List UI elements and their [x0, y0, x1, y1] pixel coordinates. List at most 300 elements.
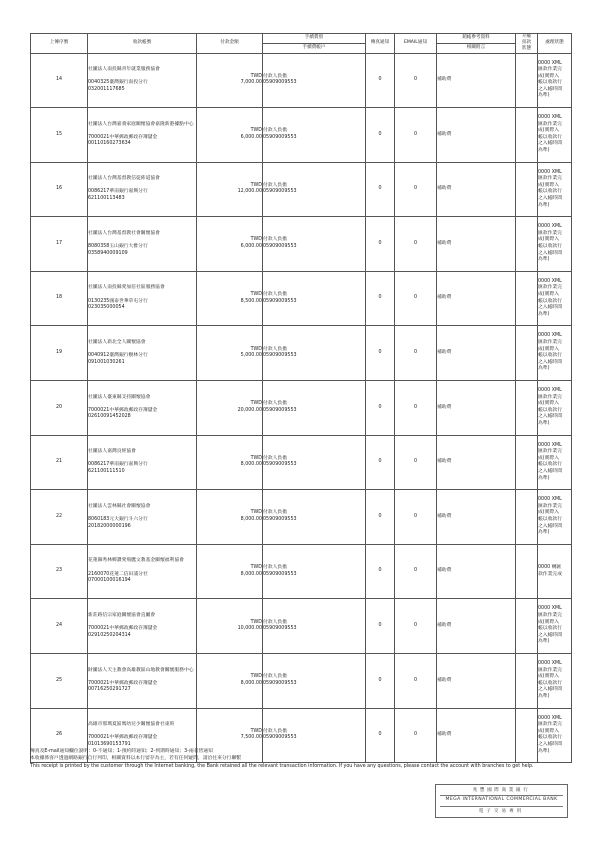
- amount-currency: TWD: [250, 128, 262, 134]
- row-status: [538, 544, 572, 599]
- payee-account: 091001030261: [88, 359, 125, 365]
- table-row: [31, 53, 572, 108]
- row-memo: 補助費: [437, 381, 516, 436]
- row-payee: [88, 162, 197, 217]
- row-payee: [88, 381, 197, 436]
- row-payee: [88, 108, 197, 163]
- header-seq: 上傳序號: [31, 34, 88, 54]
- row-seq: 19: [31, 326, 88, 381]
- payee-bank: 0086217華南銀行嘉興分行: [88, 462, 148, 468]
- amount-currency: TWD: [250, 182, 262, 188]
- row-upgrade: [516, 599, 538, 654]
- row-payee: [88, 435, 197, 490]
- row-seq: 21: [31, 435, 88, 490]
- fee-type: 付款人負擔: [263, 128, 287, 134]
- fee-type: 付款人負擔: [263, 182, 287, 188]
- row-upgrade: [516, 490, 538, 545]
- payee-name: 社團法人台灣嘉義家庭關懷協會嘉隆新港據點中心: [88, 121, 194, 127]
- row-upgrade: [516, 544, 538, 599]
- amount-value: 12,000.00: [237, 189, 262, 195]
- header-amount: 付款金額: [197, 34, 263, 54]
- row-status: [538, 108, 572, 163]
- stamp-purpose: 電子交易專用: [478, 809, 525, 814]
- row-status: [538, 217, 572, 272]
- row-fax: 0: [366, 271, 395, 326]
- payee-account: 032001117685: [88, 86, 125, 92]
- row-email: 0: [395, 599, 437, 654]
- header-status: 處理狀態: [538, 34, 572, 54]
- row-seq: 23: [31, 544, 88, 599]
- status-line: 0000 XML: [538, 169, 562, 175]
- row-payee: [88, 544, 197, 599]
- fee-account: 05909009553: [263, 626, 297, 632]
- row-status: [538, 599, 572, 654]
- status-line: 為準): [538, 475, 550, 481]
- status-line: 成(實際入: [538, 455, 560, 461]
- row-fax: 0: [366, 490, 395, 545]
- row-fee: [263, 271, 366, 326]
- status-line: 0000 XML: [538, 115, 562, 121]
- row-upgrade: [516, 326, 538, 381]
- row-fax: 0: [366, 654, 395, 709]
- status-line: 為準): [538, 748, 550, 754]
- payee-name: 社團法人南投縣愛加倍社區服務協會: [88, 285, 165, 291]
- status-line: 0000 XML: [538, 661, 562, 667]
- status-line: 款作業完成: [538, 571, 562, 577]
- receipt-note-en: This receipt is printed by the customer through the Internet banking, the Bank retained all the relevant transaction information. If you have any questions, please contact the account with branches to get help.: [30, 763, 534, 769]
- row-email: 0: [395, 217, 437, 272]
- row-email: 0: [395, 708, 437, 763]
- status-line: 為準): [538, 311, 550, 317]
- fee-type: 付款人負擔: [263, 73, 287, 79]
- payee-account: 0358940009109: [88, 250, 128, 256]
- row-memo: 補助費: [437, 108, 516, 163]
- row-email: 0: [395, 544, 437, 599]
- payee-account: 00110160273634: [88, 141, 131, 147]
- header-upgrade: 升級 扣款 狀態: [516, 34, 538, 54]
- row-payee: [88, 326, 197, 381]
- row-payee: [88, 654, 197, 709]
- header-memo: 相關附言: [437, 43, 516, 53]
- amount-value: 5,000.00: [240, 353, 262, 359]
- payee-account: 00716250291727: [88, 687, 131, 693]
- status-line: 成(實際入: [538, 182, 560, 188]
- row-seq: 25: [31, 654, 88, 709]
- payee-account: 02610091452028: [88, 414, 131, 420]
- row-fee: [263, 108, 366, 163]
- table-row: [31, 544, 572, 599]
- payee-name: 社團法人臺東縣支持關懷協會: [88, 394, 151, 400]
- payee-name: 新莊路信宗家庭關懷協會直屬會: [88, 613, 156, 619]
- payee-bank: 7000021中華郵政郵政存簿儲金: [88, 626, 158, 632]
- status-line: 帳以收款行: [538, 680, 562, 686]
- status-line: 之入帳時間: [538, 414, 562, 420]
- payee-bank: 8080358玉山銀行大雅分行: [88, 244, 148, 250]
- payee-bank: 8060183元大銀行斗六分行: [88, 517, 148, 523]
- payee-bank: 7000021中華郵政郵政存簿儲金: [88, 134, 158, 140]
- status-line: 為準): [538, 93, 550, 99]
- payee-account: 621100111510: [88, 469, 125, 475]
- row-email: 0: [395, 271, 437, 326]
- row-fee: [263, 162, 366, 217]
- payee-bank: 0086217華南銀行嘉興分行: [88, 189, 148, 195]
- status-line: 帳以收款行: [538, 407, 562, 413]
- status-line: 匯款作業完: [538, 121, 562, 127]
- status-line: 0000 XML: [538, 497, 562, 503]
- payee-bank: 7000021中華郵政郵政存簿儲金: [88, 407, 158, 413]
- row-amount: [197, 271, 263, 326]
- status-line: 為準): [538, 421, 550, 427]
- fee-account: 05909009553: [263, 462, 297, 468]
- status-line: 之入帳時間: [538, 305, 562, 311]
- status-line: 帳以收款行: [538, 244, 562, 250]
- table-row: [31, 162, 572, 217]
- status-line: 匯款作業完: [538, 340, 562, 346]
- amount-currency: TWD: [250, 674, 262, 680]
- status-line: 為準): [538, 694, 550, 700]
- row-seq: 15: [31, 108, 88, 163]
- row-payee: [88, 53, 197, 108]
- amount-value: 8,500.00: [240, 298, 262, 304]
- fee-account: 05909009553: [263, 134, 297, 140]
- payee-bank: 2160070花蓮二信田浦分社: [88, 571, 148, 577]
- row-fee: [263, 326, 366, 381]
- stamp-bank-name-zh: 兆豐國際商業銀行: [472, 788, 531, 793]
- row-email: 0: [395, 490, 437, 545]
- row-amount: [197, 162, 263, 217]
- status-line: 之入帳時間: [538, 86, 562, 92]
- row-fee: [263, 53, 366, 108]
- status-line: 之入帳時間: [538, 523, 562, 529]
- row-amount: [197, 53, 263, 108]
- row-status: [538, 435, 572, 490]
- status-line: 為準): [538, 366, 550, 372]
- status-line: 之入帳時間: [538, 141, 562, 147]
- status-line: 之入帳時間: [538, 359, 562, 365]
- table-row: [31, 217, 572, 272]
- payee-account: 07000100016194: [88, 578, 131, 584]
- amount-currency: TWD: [250, 455, 262, 461]
- amount-currency: TWD: [250, 728, 262, 734]
- notify-legend: 傳真及E-mail通知欄位說明：0-不通知；1-預約時通知；2-到期時通知；3-兩者皆通知: [30, 749, 213, 754]
- row-memo: 補助費: [437, 490, 516, 545]
- header-memo-ref: 銷帳參考資料: [437, 34, 516, 44]
- fee-account: 05909009553: [263, 189, 297, 195]
- remittance-table: [30, 33, 572, 763]
- footer-notes: [30, 748, 571, 770]
- row-status: [538, 326, 572, 381]
- row-upgrade: [516, 108, 538, 163]
- row-memo: 補助費: [437, 544, 516, 599]
- fee-account: 05909009553: [263, 735, 297, 741]
- row-memo: 補助費: [437, 53, 516, 108]
- payee-bank: 0130235國泰世華草屯分行: [88, 298, 148, 304]
- row-memo: 補助費: [437, 326, 516, 381]
- table-row: [31, 654, 572, 709]
- status-line: 為準): [538, 530, 550, 536]
- row-seq: 20: [31, 381, 88, 436]
- status-line: 帳以收款行: [538, 134, 562, 140]
- header-fax: 傳真通知: [366, 34, 395, 54]
- row-email: 0: [395, 654, 437, 709]
- row-payee: [88, 271, 197, 326]
- amount-value: 10,000.00: [237, 626, 262, 632]
- status-line: 匯款作業完: [538, 176, 562, 182]
- status-line: 匯款作業完: [538, 503, 562, 509]
- status-line: 成(實際入: [538, 346, 560, 352]
- table-row: [31, 326, 572, 381]
- fee-account: 05909009553: [263, 244, 297, 250]
- status-line: 匯款作業完: [538, 285, 562, 291]
- status-line: 0000 XML: [538, 224, 562, 230]
- row-fax: 0: [366, 599, 395, 654]
- payee-name: 社團法人台灣基督教信徒佈道協會: [88, 176, 160, 182]
- payee-account: 01013690153791: [88, 742, 131, 748]
- payee-bank: 7000021中華郵政郵政存簿儲金: [88, 735, 158, 741]
- fee-account: 05909009553: [263, 680, 297, 686]
- row-fax: 0: [366, 53, 395, 108]
- payee-name: 社團法人南投縣青年就業服務協會: [88, 67, 160, 73]
- status-line: 成(實際入: [538, 128, 560, 134]
- row-status: [538, 381, 572, 436]
- row-email: 0: [395, 108, 437, 163]
- row-status: [538, 490, 572, 545]
- row-upgrade: [516, 217, 538, 272]
- status-line: 為準): [538, 639, 550, 645]
- amount-currency: TWD: [250, 510, 262, 516]
- row-fax: 0: [366, 162, 395, 217]
- row-status: [538, 271, 572, 326]
- row-fax: 0: [366, 326, 395, 381]
- table-row: [31, 599, 572, 654]
- status-line: 0000 XML: [538, 715, 562, 721]
- row-fax: 0: [366, 108, 395, 163]
- status-line: 帳以收款行: [538, 462, 562, 468]
- status-line: 成(實際入: [538, 292, 560, 298]
- payee-name: 高雄市那瑪夏區瑪幼兒少關懷協會社東班: [88, 722, 175, 728]
- table-row: [31, 271, 572, 326]
- row-amount: [197, 599, 263, 654]
- status-line: 0000 XML: [538, 606, 562, 612]
- status-line: 之入帳時間: [538, 632, 562, 638]
- row-email: 0: [395, 162, 437, 217]
- row-memo: 補助費: [437, 435, 516, 490]
- row-seq: 26: [31, 708, 88, 763]
- row-email: 0: [395, 381, 437, 436]
- status-line: 0000 XML: [538, 278, 562, 284]
- row-email: 0: [395, 53, 437, 108]
- status-line: 帳以收款行: [538, 189, 562, 195]
- fee-type: 付款人負擔: [263, 346, 287, 352]
- payee-name: 社團法人雲林縣社會關懷協會: [88, 503, 151, 509]
- fee-account: 05909009553: [263, 353, 297, 359]
- header-fee-account: 手續費帳戶: [263, 43, 366, 53]
- amount-value: 20,000.00: [237, 407, 262, 413]
- table-row: [31, 490, 572, 545]
- status-line: 成(實際入: [538, 510, 560, 516]
- amount-currency: TWD: [250, 346, 262, 352]
- status-line: 為準): [538, 257, 550, 263]
- row-amount: [197, 217, 263, 272]
- row-amount: [197, 490, 263, 545]
- status-line: 0000 XML: [538, 333, 562, 339]
- status-line: 0000 轉匯: [538, 565, 562, 571]
- row-seq: 14: [31, 53, 88, 108]
- status-line: 之入帳時間: [538, 196, 562, 202]
- row-memo: 補助費: [437, 217, 516, 272]
- amount-value: 6,000.00: [240, 244, 262, 250]
- row-payee: [88, 599, 197, 654]
- amount-currency: TWD: [250, 619, 262, 625]
- amount-value: 8,000.00: [240, 571, 262, 577]
- status-line: 之入帳時間: [538, 250, 562, 256]
- status-line: 匯款作業完: [538, 613, 562, 619]
- amount-currency: TWD: [250, 73, 262, 79]
- status-line: 帳以收款行: [538, 735, 562, 741]
- row-memo: 補助費: [437, 271, 516, 326]
- status-line: 為準): [538, 148, 550, 154]
- row-seq: 18: [31, 271, 88, 326]
- amount-currency: TWD: [250, 401, 262, 407]
- row-email: 0: [395, 326, 437, 381]
- status-line: 0000 XML: [538, 60, 562, 66]
- row-fee: [263, 381, 366, 436]
- row-amount: [197, 108, 263, 163]
- fee-type: 付款人負擔: [263, 455, 287, 461]
- payee-account: 023035000054: [88, 305, 125, 311]
- amount-value: 7,000.00: [240, 80, 262, 86]
- status-line: 之入帳時間: [538, 469, 562, 475]
- row-status: [538, 654, 572, 709]
- row-status: [538, 162, 572, 217]
- status-line: 成(實際入: [538, 237, 560, 243]
- fee-type: 付款人負擔: [263, 401, 287, 407]
- row-payee: [88, 490, 197, 545]
- row-amount: [197, 654, 263, 709]
- payee-account: 02910250204314: [88, 632, 131, 638]
- status-line: 為準): [538, 202, 550, 208]
- table-row: [31, 108, 572, 163]
- status-line: 成(實際入: [538, 619, 560, 625]
- fee-type: 付款人負擔: [263, 510, 287, 516]
- fee-type: 付款人負擔: [263, 237, 287, 243]
- payee-account: 621100113483: [88, 196, 125, 202]
- row-fax: 0: [366, 708, 395, 763]
- payee-name: 社團法人新北全人關懷協會: [88, 340, 146, 346]
- status-line: 匯款作業完: [538, 230, 562, 236]
- stamp-bank-name-en: MEGA INTERNATIONAL COMMERCIAL BANK: [445, 797, 558, 802]
- fee-account: 05909009553: [263, 517, 297, 523]
- row-upgrade: [516, 53, 538, 108]
- header-row: [31, 34, 572, 44]
- row-status: [538, 53, 572, 108]
- amount-value: 8,000.00: [240, 680, 262, 686]
- fee-type: 付款人負擔: [263, 674, 287, 680]
- status-line: 成(實際入: [538, 674, 560, 680]
- row-upgrade: [516, 654, 538, 709]
- header-email: EMAIL通知: [395, 34, 437, 54]
- fee-account: 05909009553: [263, 298, 297, 304]
- table-row: [31, 381, 572, 436]
- row-amount: [197, 326, 263, 381]
- row-memo: 補助費: [437, 654, 516, 709]
- row-fee: [263, 435, 366, 490]
- transaction-sheet: [30, 33, 571, 763]
- row-amount: [197, 381, 263, 436]
- row-fee: [263, 599, 366, 654]
- fee-type: 付款人負擔: [263, 292, 287, 298]
- row-seq: 22: [31, 490, 88, 545]
- status-line: 成(實際入: [538, 73, 560, 79]
- row-fax: 0: [366, 217, 395, 272]
- row-fax: 0: [366, 435, 395, 490]
- status-line: 匯款作業完: [538, 67, 562, 73]
- status-line: 0000 XML: [538, 442, 562, 448]
- status-line: 匯款作業完: [538, 722, 562, 728]
- row-fee: [263, 490, 366, 545]
- amount-value: 7,500.00: [240, 735, 262, 741]
- payee-name: 財團法人天主教會高雄教區山地教會關懷服務中心: [88, 667, 194, 673]
- payee-name: 社團法人台灣基督教社會關懷協會: [88, 230, 160, 236]
- header-fee-type: 手續費別: [263, 34, 366, 44]
- status-line: 帳以收款行: [538, 298, 562, 304]
- row-upgrade: [516, 271, 538, 326]
- status-line: 帳以收款行: [538, 626, 562, 632]
- row-upgrade: [516, 162, 538, 217]
- row-amount: [197, 544, 263, 599]
- amount-value: 8,000.00: [240, 462, 262, 468]
- fee-account: 05909009553: [263, 407, 297, 413]
- payee-bank: 0040325臺灣銀行南投分行: [88, 80, 148, 86]
- fee-type: 付款人負擔: [263, 619, 287, 625]
- status-line: 匯款作業完: [538, 449, 562, 455]
- row-memo: 補助費: [437, 162, 516, 217]
- header-payee: 收款帳號: [88, 34, 197, 54]
- payee-name: 花蓮縣秀林鄉讚愛飛鷹文教基金關懷福利協會: [88, 558, 184, 564]
- receipt-note-zh: 本收據係客戶透過網路銀行自行列印，相關資料以本行留存為主，若有任何疑問，請洽往來分行聯繫: [30, 756, 242, 762]
- status-line: 之入帳時間: [538, 742, 562, 748]
- row-amount: [197, 435, 263, 490]
- status-line: 之入帳時間: [538, 687, 562, 693]
- status-line: 帳以收款行: [538, 517, 562, 523]
- status-line: 匯款作業完: [538, 667, 562, 673]
- payee-bank: 7000021中華郵政郵政存簿儲金: [88, 680, 158, 686]
- payee-name: 社團法人嘉灣良經協會: [88, 449, 136, 455]
- fee-account: 05909009553: [263, 80, 297, 86]
- status-line: 成(實際入: [538, 401, 560, 407]
- amount-currency: TWD: [250, 292, 262, 298]
- status-line: 帳以收款行: [538, 80, 562, 86]
- amount-currency: TWD: [250, 237, 262, 243]
- payee-bank: 0040912臺灣銀行樹林分行: [88, 353, 148, 359]
- status-line: 匯款作業完: [538, 394, 562, 400]
- amount-currency: TWD: [250, 565, 262, 571]
- table-row: [31, 435, 572, 490]
- fee-type: 付款人負擔: [263, 728, 287, 734]
- row-fee: [263, 217, 366, 272]
- amount-value: 8,000.00: [240, 517, 262, 523]
- row-payee: [88, 217, 197, 272]
- row-upgrade: [516, 381, 538, 436]
- row-seq: 24: [31, 599, 88, 654]
- status-line: 帳以收款行: [538, 353, 562, 359]
- row-email: 0: [395, 435, 437, 490]
- row-fee: [263, 544, 366, 599]
- status-line: 成(實際入: [538, 728, 560, 734]
- fee-account: 05909009553: [263, 571, 297, 577]
- payee-account: 20182000000196: [88, 523, 131, 529]
- row-seq: 17: [31, 217, 88, 272]
